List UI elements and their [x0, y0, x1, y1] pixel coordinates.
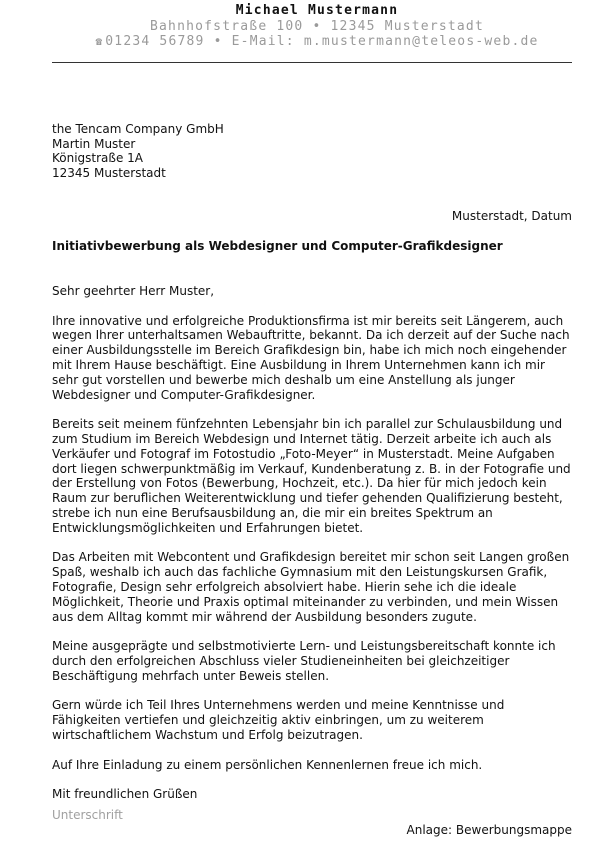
sender-address: Bahnhofstraße 100 • 12345 Musterstadt [150, 19, 484, 34]
paragraph: Meine ausgeprägte und selbstmotivierte Lern- und Leistungsbereitschaft konnte ich durch den erfolgreichen Abschluss vieler Studieneinheiten bei gleichzeitiger Beschäftigung mehrfach unter Beweis stellen. [52, 639, 556, 683]
salutation: Sehr geehrter Herr Muster, [52, 284, 215, 298]
paragraph: Das Arbeiten mit Webcontent und Grafikdesign bereitet mir schon seit Langen großen Spaß, weshalb ich auch das fachliche Gymnasium mit den Leistungskursen Grafik, Fotografie, Design sehr erfolgreich absolviert habe. Hierin sehe ich die ideale Möglichkeit, Theorie und Praxis optimal miteinander zu verbinden, und mein Wissen aus dem Alltag kommt mir während der Ausbildung besonders zugute. [52, 550, 570, 624]
letter-body [52, 284, 572, 817]
telephone-icon: ☎ [95, 35, 104, 48]
recipient-street: Königstraße 1A [52, 151, 144, 166]
sender-name: Michael Mustermann [235, 3, 399, 18]
sender-contact-text: 01234 56789 • E-Mail: m.mustermann@teleos-web.de [105, 34, 539, 49]
recipient-company: the Tencam Company GmbH [52, 122, 224, 136]
place-date: Musterstadt, Datum [451, 209, 572, 223]
signature: Unterschrift [52, 808, 123, 822]
recipient-city: 12345 Musterstadt [52, 165, 166, 180]
paragraph: Gern würde ich Teil Ihres Unternehmens werden und meine Kenntnisse und Fähigkeiten vertiefen und gleichzeitig aktiv einbringen, um zu weiterem wirtschaftlichem Wachstum und Erfolg beizutragen. [52, 698, 505, 742]
letterhead [0, 2, 600, 49]
sender-contact [0, 34, 600, 49]
attachment-note: Anlage: Bewerbungsmappe [406, 823, 572, 837]
recipient-address [52, 122, 224, 180]
subject-line: Initiativbewerbung als Webdesigner und Computer-Grafikdesigner [52, 239, 503, 253]
paragraph: Bereits seit meinem fünfzehnten Lebensjahr bin ich parallel zur Schulausbildung und zum Studium im Bereich Webdesign und Internet tätig. Derzeit arbeite ich auch als Verkäufer und Fotograf im Fotostudio „Foto-Meyer“ in Musterstadt. Meine Aufgaben dort liegen schwerpunktmäßig im Verkauf, Kundenberatung z. B. in der Fotografie und der Erstellung von Fotos (Bewerbung, Hochzeit, etc.). Da hier für mich jedoch kein Raum zur beruflichen Weiterentwicklung und tiefer gehenden Qualifizierung besteht, strebe ich nun eine Berufsausbildung an, die mir ein breites Spektrum an Entwicklungsmöglichkeiten und Erfahrungen bietet. [52, 417, 571, 535]
recipient-person: Martin Muster [52, 136, 136, 151]
paragraph: Auf Ihre Einladung zu einem persönlichen Kennenlernen freue ich mich. [52, 757, 483, 772]
paragraph: Ihre innovative und erfolgreiche Produktionsfirma ist mir bereits seit Längerem, auch wegen Ihrer unterhaltsamen Webauftritte, bekannt. Da ich derzeit auf der Suche nach einer Ausbildungsstelle im Bereich Grafikdesign bin, habe ich mich noch eingehender mit Ihrem Hause beschäftigt. Eine Ausbildung in Ihrem Unternehmen kann ich mir sehr gut vorstellen und bewerbe mich deshalb um eine Anstellung als junger Webdesigner und Computer-Grafikdesigner. [52, 313, 570, 402]
closing: Mit freundlichen Grüßen [52, 787, 198, 802]
header-divider [52, 62, 572, 63]
